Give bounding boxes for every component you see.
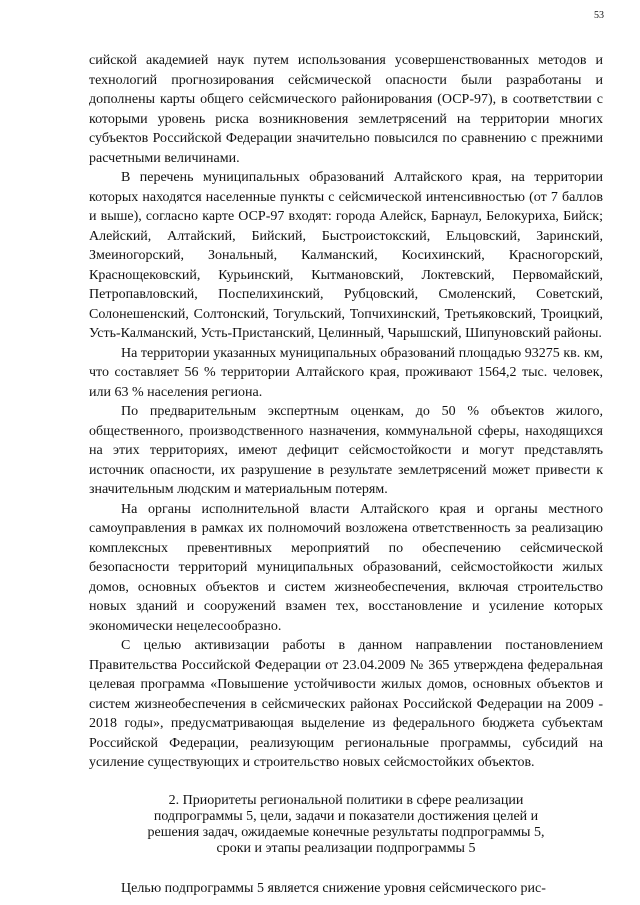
section-heading-line: сроки и этапы реализации подпрограммы 5 <box>216 840 476 856</box>
paragraph-municipalities-list: В перечень муниципальных образований Алтайского края, на территории которых находятся населенные пункты с сейсмической интенсивностью (от 7 баллов и выше), согласно карте ОСР-97 входят: города Алейск, Барнаул, Белокуриха, Бийск; Алейский, Алтайский, Бийский, Быстроистокский, Ельцовский, Заринский, Змеиногорский, Зональный, Калманский, Косихинский, Красногорский, Краснощековский, Курьинский, Кытмановский, Локтевский, Первомайский, Петропавловский, Поспелихинский, Рубцовский, Смоленский, Советский, Солонешенский, Солтонский, Тогульский, Топчихинский, Третьяковский, Троицкий, Усть-Калманский, Усть-Пристанский, Целинный, Чарышский, Шипуновский районы. <box>89 170 603 341</box>
paragraph-authorities-responsibility: На органы исполнительной власти Алтайского края и органы местного самоуправления в рамках их полномочий возложена ответственность за реализацию комплексных превентивных мероприятий по обеспечению сейсмической безопасности территорий муниципальных образований, сейсмостойкости жилых домов, основных объектов и систем жизнеобеспечения, включая строительство новых зданий и сооружений взамен тех, восстановление и усиление которых экономически нецелесообразно. <box>89 501 603 634</box>
document-body <box>89 51 603 898</box>
paragraph-subprogram-goal: Целью подпрограммы 5 является снижение уровня сейсмического рис- <box>121 880 546 896</box>
paragraph-territory-area: На территории указанных муниципальных образований площадью 93275 кв. км, что составляет 56 % территории Алтайского края, проживают 1564,2 тыс. человек, или 63 % населения региона. <box>89 345 603 400</box>
section-heading-line: подпрограммы 5, цели, задачи и показатели достижения целей и <box>153 808 539 824</box>
section-heading <box>89 793 603 857</box>
paragraph-expert-estimates: По предварительным экспертным оценкам, до 50 % объектов жилого, общественного, производственного назначения, коммунальной сферы, находящихся на этих территориях, имеют дефицит сейсмостойкости и могут представлять источник опасности, их разрушение в результате землетрясений может привести к значительным людским и материальным потерям. <box>89 404 603 497</box>
section-heading-line: решения задач, ожидаемые конечные результаты подпрограммы 5, <box>147 824 545 840</box>
section-heading-line: 2. Приоритеты региональной политики в сфере реализации <box>168 792 524 808</box>
paragraph-intro-continuation: сийской академией наук путем использования усовершенствованных методов и технологий прогнозирования сейсмической опасности были разработаны и дополнены карты общего сейсмического районирования (ОСР-97), в соответствии с которыми уровень риска возникновения землетрясений на территории многих субъектов Российской Федерации значительно повысился по сравнению с прежними расчетными величинами. <box>89 53 603 166</box>
page-number: 53 <box>594 10 604 21</box>
paragraph-federal-program: С целью активизации работы в данном направлении постановлением Правительства Российской Федерации от 23.04.2009 № 365 утверждена федеральная целевая программа «Повышение устойчивости жилых домов, основных объектов и систем жизнеобеспечения в сейсмических районах Российской Федерации на 2009 - 2018 годы», предусматривающая выделение из федерального бюджета субъектам Российской Федерации, реализующим региональные программы, субсидий на усиление существующих и строительство новых сейсмостойких объектов. <box>89 638 603 770</box>
